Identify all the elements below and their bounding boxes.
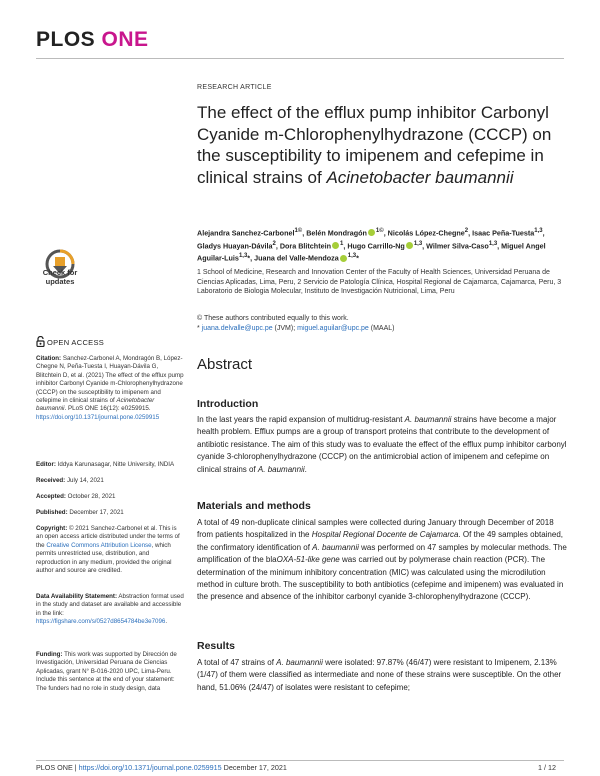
funding-block: Funding: This work was supported by Dirección de Investigación, Universidad Peruana de Ciencias Aplicadas, grant N° B-016-2020 UPC, Lima-Peru. Include this sentence at the end of your statement: The funders had no role in study design, data bbox=[36, 651, 177, 692]
check-for-updates-label[interactable]: Check for updates bbox=[42, 268, 78, 286]
email-link[interactable]: juana.delvalle@upc.pe bbox=[201, 325, 273, 332]
footer-journal: PLOS ONE | bbox=[36, 763, 79, 772]
page-number: 1 / 12 bbox=[538, 763, 556, 772]
author-name: , Miguel Angel Aguilar-Luis bbox=[197, 240, 546, 263]
materials-methods-heading: Materials and methods bbox=[197, 500, 311, 512]
accepted-block: Accepted: October 28, 2021 bbox=[36, 493, 116, 500]
equal-contribution-note: © These authors contributed equally to this work. bbox=[197, 315, 349, 322]
introduction-paragraph: In the last years the rapid expansion of multidrug-resistant A. baumannii strains have become a major health problem. Efflux pumps are a group of transport proteins that contribute to the development of antibiotic resistance. The aim of this study was to evaluate the effect of the efflux pump inhibitor carbonyl cyanide 3-chlorophenylhydrazone (CCCP) on the antimicrobial action of imipenem and cefepime on clinical strains of A. baumannii. bbox=[197, 415, 567, 474]
open-access-icon bbox=[36, 336, 45, 347]
author-sup: 1 bbox=[339, 240, 344, 247]
author-sup: 1© bbox=[294, 228, 303, 234]
introduction-heading: Introduction bbox=[197, 398, 259, 410]
author-name: , Belén Mondragón bbox=[302, 228, 367, 238]
title-main: The effect of the efflux pump inhibitor Carbonyl Cyanide m-Chlorophenylhydrazone (CCCP) on the susceptibility to imipenem and cefepime in clinical strains of bbox=[197, 103, 552, 187]
author-sup: 1,3 bbox=[238, 253, 248, 260]
author-name: , Dora Blitchtein bbox=[275, 240, 331, 250]
footer-divider bbox=[36, 760, 564, 761]
logo-plos-text: PLOS bbox=[36, 28, 96, 51]
abstract-heading: Abstract bbox=[197, 356, 253, 373]
license-link[interactable]: Creative Commons Attribution License bbox=[46, 541, 152, 549]
editor-block: Editor: Iddya Karunasagar, Nitte University, INDIA bbox=[36, 461, 175, 468]
data-availability-block: Data Availability Statement: Abstraction format used in the study and dataset are available and accessible in the link: https://figshare.com/s/0527d8654784be3e7096. bbox=[36, 593, 184, 626]
citation-block: Citation: Sanchez-Carbonel A, Mondragón B, López-Chegne N, Peña-Tuesta I, Huayan-Dávila G, Blitchtein D, et al. (2021) The effect of the efflux pump inhibitor Carbonyl Cyanide m-Chlorophenylhydrazone (CCCP) on the susceptibility to imipenem and cefepime in clinical strains of Acinetobacter baumannii. PLoS ONE 16(12): e0259915. https://doi.org/10.1371/journal.pone.0259915 bbox=[36, 355, 184, 421]
author-sup: 1© bbox=[375, 228, 384, 234]
orcid-icon[interactable] bbox=[332, 242, 339, 249]
author-name: , Gladys Huayan-Dávila bbox=[197, 228, 545, 250]
materials-methods-paragraph: A total of 49 non-duplicate clinical samples were collected during January through December of 2018 from patients hospitalized in the Hospital Regional Docente de Cajamarca. Of the 49 samples obtained, the confirmatory identification of A. baumannii was performed on 47 samples by molecular methods. The amplification of the blaOXA-51-like gene was carried out by polymerase chain reaction (PCR). The determination of the minimum inhibitory concentration (MIC) was calculated using the microdilution method in culture broth. The susceptibility to both antibiotics (cefepime and imipenem) was evaluated in the presence and absence of the inhibitor carbonyl cyanide 3-chlorophenylhydrazone (CCCP). bbox=[197, 518, 567, 602]
orcid-icon[interactable] bbox=[340, 255, 347, 262]
published-block: Published: December 17, 2021 bbox=[36, 509, 124, 516]
footer-doi-link[interactable]: https://doi.org/10.1371/journal.pone.0259915 bbox=[78, 763, 222, 772]
received-block: Received: July 14, 2021 bbox=[36, 477, 104, 484]
copyright-block: Copyright: © 2021 Sanchez-Carbonel et al. This is an open access article distributed under the terms of the Creative Commons Attribution License, which permits unrestricted use, distribution, and reproduction in any medium, provided the original author and source are credited. bbox=[36, 525, 180, 575]
author-notes bbox=[197, 314, 567, 334]
title-italic: Acinetobacter baumannii bbox=[326, 167, 514, 187]
author-sup: 2 bbox=[272, 240, 276, 247]
orcid-icon[interactable] bbox=[406, 242, 413, 249]
author-sup: 2 bbox=[464, 228, 469, 234]
correspondence: * juana.delvalle@upc.pe (JVM); miguel.aguilar@upc.pe (MAAL) bbox=[197, 325, 395, 332]
footer-date: December 17, 2021 bbox=[221, 763, 287, 772]
article-title bbox=[197, 102, 567, 188]
orcid-icon[interactable] bbox=[368, 229, 375, 236]
author-name: , Isaac Peña-Tuesta bbox=[468, 228, 535, 238]
author-list bbox=[197, 226, 567, 264]
author-name: , Nicolás López-Chegne bbox=[383, 228, 465, 238]
author-name: Alejandra Sanchez-Carbonel bbox=[197, 228, 295, 238]
logo-one-text: ONE bbox=[101, 28, 149, 51]
author-sup: 1,3 bbox=[347, 253, 357, 260]
author-sup: 1,3 bbox=[413, 240, 423, 247]
results-heading: Results bbox=[197, 640, 235, 652]
open-access-label: OPEN ACCESS bbox=[47, 338, 105, 347]
author-sup: 1,3 bbox=[534, 228, 543, 234]
journal-logo[interactable] bbox=[36, 28, 149, 52]
header-divider bbox=[36, 58, 564, 59]
author-name: * bbox=[356, 253, 359, 263]
figshare-link[interactable]: https://figshare.com/s/0527d8654784be3e7096 bbox=[36, 618, 166, 626]
email-link[interactable]: miguel.aguilar@upc.pe bbox=[297, 325, 369, 332]
affiliations: 1 School of Medicine, Research and Innovation Center of the Faculty of Health Sciences, Universidad Peruana de Ciencias Aplicadas, Lima, Peru, 2 Servicio de Patología Clínica, Hospital Regional de Cajamarca, Cajamarca, Peru, 3 Laboratorio de Biologia Molecular, Instituto de Investigación Nutricional, Lima, Peru bbox=[197, 269, 562, 296]
footer-citation bbox=[36, 763, 287, 772]
results-paragraph: A total of 47 strains of A. baumannii were isolated: 97.87% (46/47) were resistant to Imipenem, 2.13% (1/47) of them were classified as intermediate and none of these strains were susceptible. On the other hand, 51.06% (24/47) of isolates were resistant to cefepime; bbox=[197, 658, 562, 692]
author-sup: 1,3 bbox=[488, 240, 498, 247]
author-name: , Wilmer Silva-Caso bbox=[422, 240, 489, 250]
author-name: , Hugo Carrillo-Ng bbox=[343, 240, 405, 250]
author-name: *, Juana del Valle-Mendoza bbox=[247, 253, 339, 263]
article-type: RESEARCH ARTICLE bbox=[197, 84, 272, 91]
citation-doi-link[interactable]: https://doi.org/10.1371/journal.pone.0259915 bbox=[36, 413, 160, 421]
